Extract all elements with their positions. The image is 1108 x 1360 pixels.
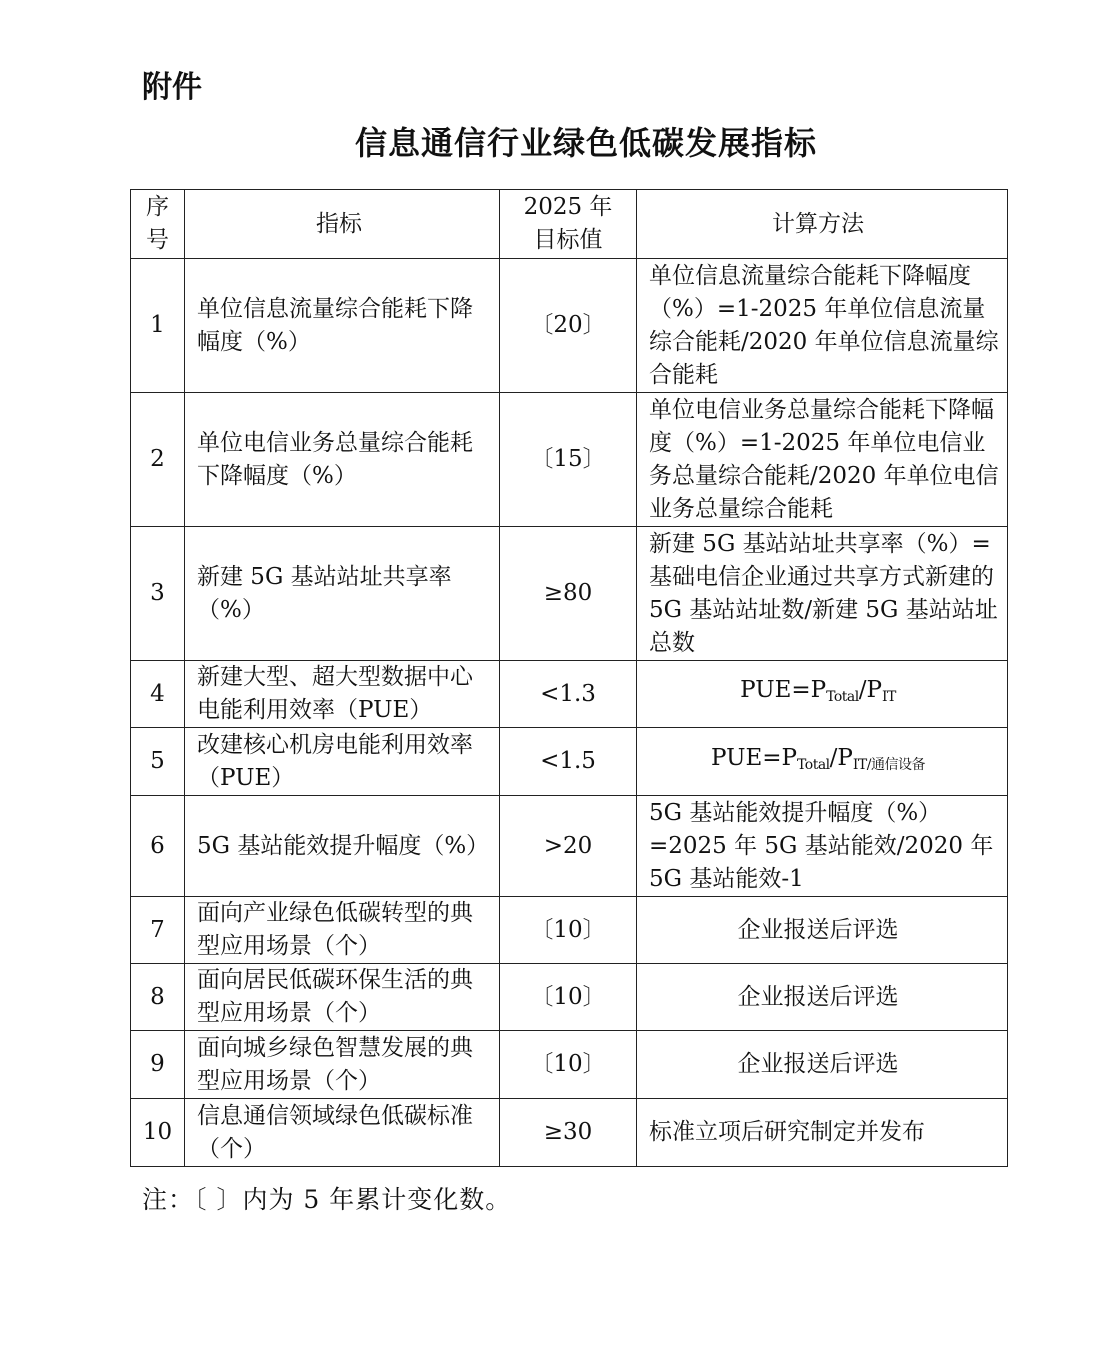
header-target-line2: 目标值 (533, 227, 603, 253)
pue-formula-sub-it: IT (882, 689, 896, 705)
row-indicator: 5G 基站能效提升幅度（%） (185, 796, 500, 897)
header-no-line2: 号 (146, 227, 169, 253)
row-target: 〔10〕 (500, 1031, 637, 1099)
row-no: 1 (131, 259, 185, 393)
table-row (131, 796, 1008, 897)
row-indicator: 改建核心机房电能利用效率（PUE） (185, 728, 500, 796)
table-row (131, 259, 1008, 393)
header-no-line1: 序 (146, 194, 169, 220)
row-indicator: 新建 5G 基站站址共享率（%） (185, 527, 500, 661)
row-target: 〔15〕 (500, 393, 637, 527)
row-method: 5G 基站能效提升幅度（%）=2025 年 5G 基站能效/2020 年 5G 基站能效-1 (637, 796, 1008, 897)
row-no: 4 (131, 661, 185, 728)
row-indicator: 面向居民低碳环保生活的典型应用场景（个） (185, 964, 500, 1031)
pue-formula-sub-it: IT/通信设备 (852, 756, 925, 773)
row-no: 9 (131, 1031, 185, 1099)
row-method: 企业报送后评选 (637, 897, 1008, 964)
header-target-line1: 2025 年 (523, 194, 613, 220)
table-row (131, 393, 1008, 527)
row-method: 新建 5G 基站站址共享率（%）= 基础电信企业通过共享方式新建的 5G 基站站址数/新建 5G 基站站址总数 (637, 527, 1008, 661)
row-indicator: 面向产业绿色低碳转型的典型应用场景（个） (185, 897, 500, 964)
table-row (131, 1099, 1008, 1167)
pue-formula-sub-total: Total (797, 756, 830, 773)
row-method (637, 728, 1008, 796)
row-method (637, 661, 1008, 728)
table-row (131, 1031, 1008, 1099)
header-method: 计算方法 (637, 190, 1008, 259)
pue-formula-main: PUE=P (711, 744, 798, 771)
pue-formula-mid: /P (829, 744, 853, 771)
table-header-row (131, 190, 1008, 259)
row-indicator: 信息通信领域绿色低碳标准（个） (185, 1099, 500, 1167)
row-no: 5 (131, 728, 185, 796)
row-method: 单位信息流量综合能耗下降幅度（%）=1-2025 年单位信息流量综合能耗/2020 年单位信息流量综合能耗 (637, 259, 1008, 393)
row-indicator: 单位电信业务总量综合能耗下降幅度（%） (185, 393, 500, 527)
row-no: 8 (131, 964, 185, 1031)
header-indicator: 指标 (185, 190, 500, 259)
header-target (500, 190, 637, 259)
row-target: <1.3 (500, 661, 637, 728)
table-row (131, 527, 1008, 661)
footnote: 注：〔 〕内为 5 年累计变化数。 (142, 1185, 512, 1214)
row-target: >20 (500, 796, 637, 897)
row-no: 7 (131, 897, 185, 964)
indicator-table (130, 189, 1008, 1167)
row-target: 〔10〕 (500, 897, 637, 964)
row-target: ≥30 (500, 1099, 637, 1167)
row-no: 3 (131, 527, 185, 661)
row-method: 标准立项后研究制定并发布 (637, 1099, 1008, 1167)
table-row (131, 964, 1008, 1031)
row-indicator: 面向城乡绿色智慧发展的典型应用场景（个） (185, 1031, 500, 1099)
row-target: <1.5 (500, 728, 637, 796)
header-no (131, 190, 185, 259)
row-indicator: 新建大型、超大型数据中心电能利用效率（PUE） (185, 661, 500, 728)
row-target: 〔10〕 (500, 964, 637, 1031)
document-title: 信息通信行业绿色低碳发展指标 (354, 124, 817, 162)
row-method: 企业报送后评选 (637, 1031, 1008, 1099)
pue-formula-main: PUE=P (740, 677, 827, 703)
table-row (131, 897, 1008, 964)
attachment-label: 附件 (142, 70, 202, 105)
row-method: 单位电信业务总量综合能耗下降幅度（%）=1-2025 年单位电信业务总量综合能耗/2020 年单位电信业务总量综合能耗 (637, 393, 1008, 527)
pue-formula-sub-total: Total (826, 689, 859, 705)
row-target: 〔20〕 (500, 259, 637, 393)
row-target: ≥80 (500, 527, 637, 661)
row-no: 6 (131, 796, 185, 897)
table-row (131, 728, 1008, 796)
pue-formula-mid: /P (858, 677, 882, 703)
row-no: 10 (131, 1099, 185, 1167)
row-no: 2 (131, 393, 185, 527)
row-indicator: 单位信息流量综合能耗下降幅度（%） (185, 259, 500, 393)
row-method: 企业报送后评选 (637, 964, 1008, 1031)
table-row (131, 661, 1008, 728)
